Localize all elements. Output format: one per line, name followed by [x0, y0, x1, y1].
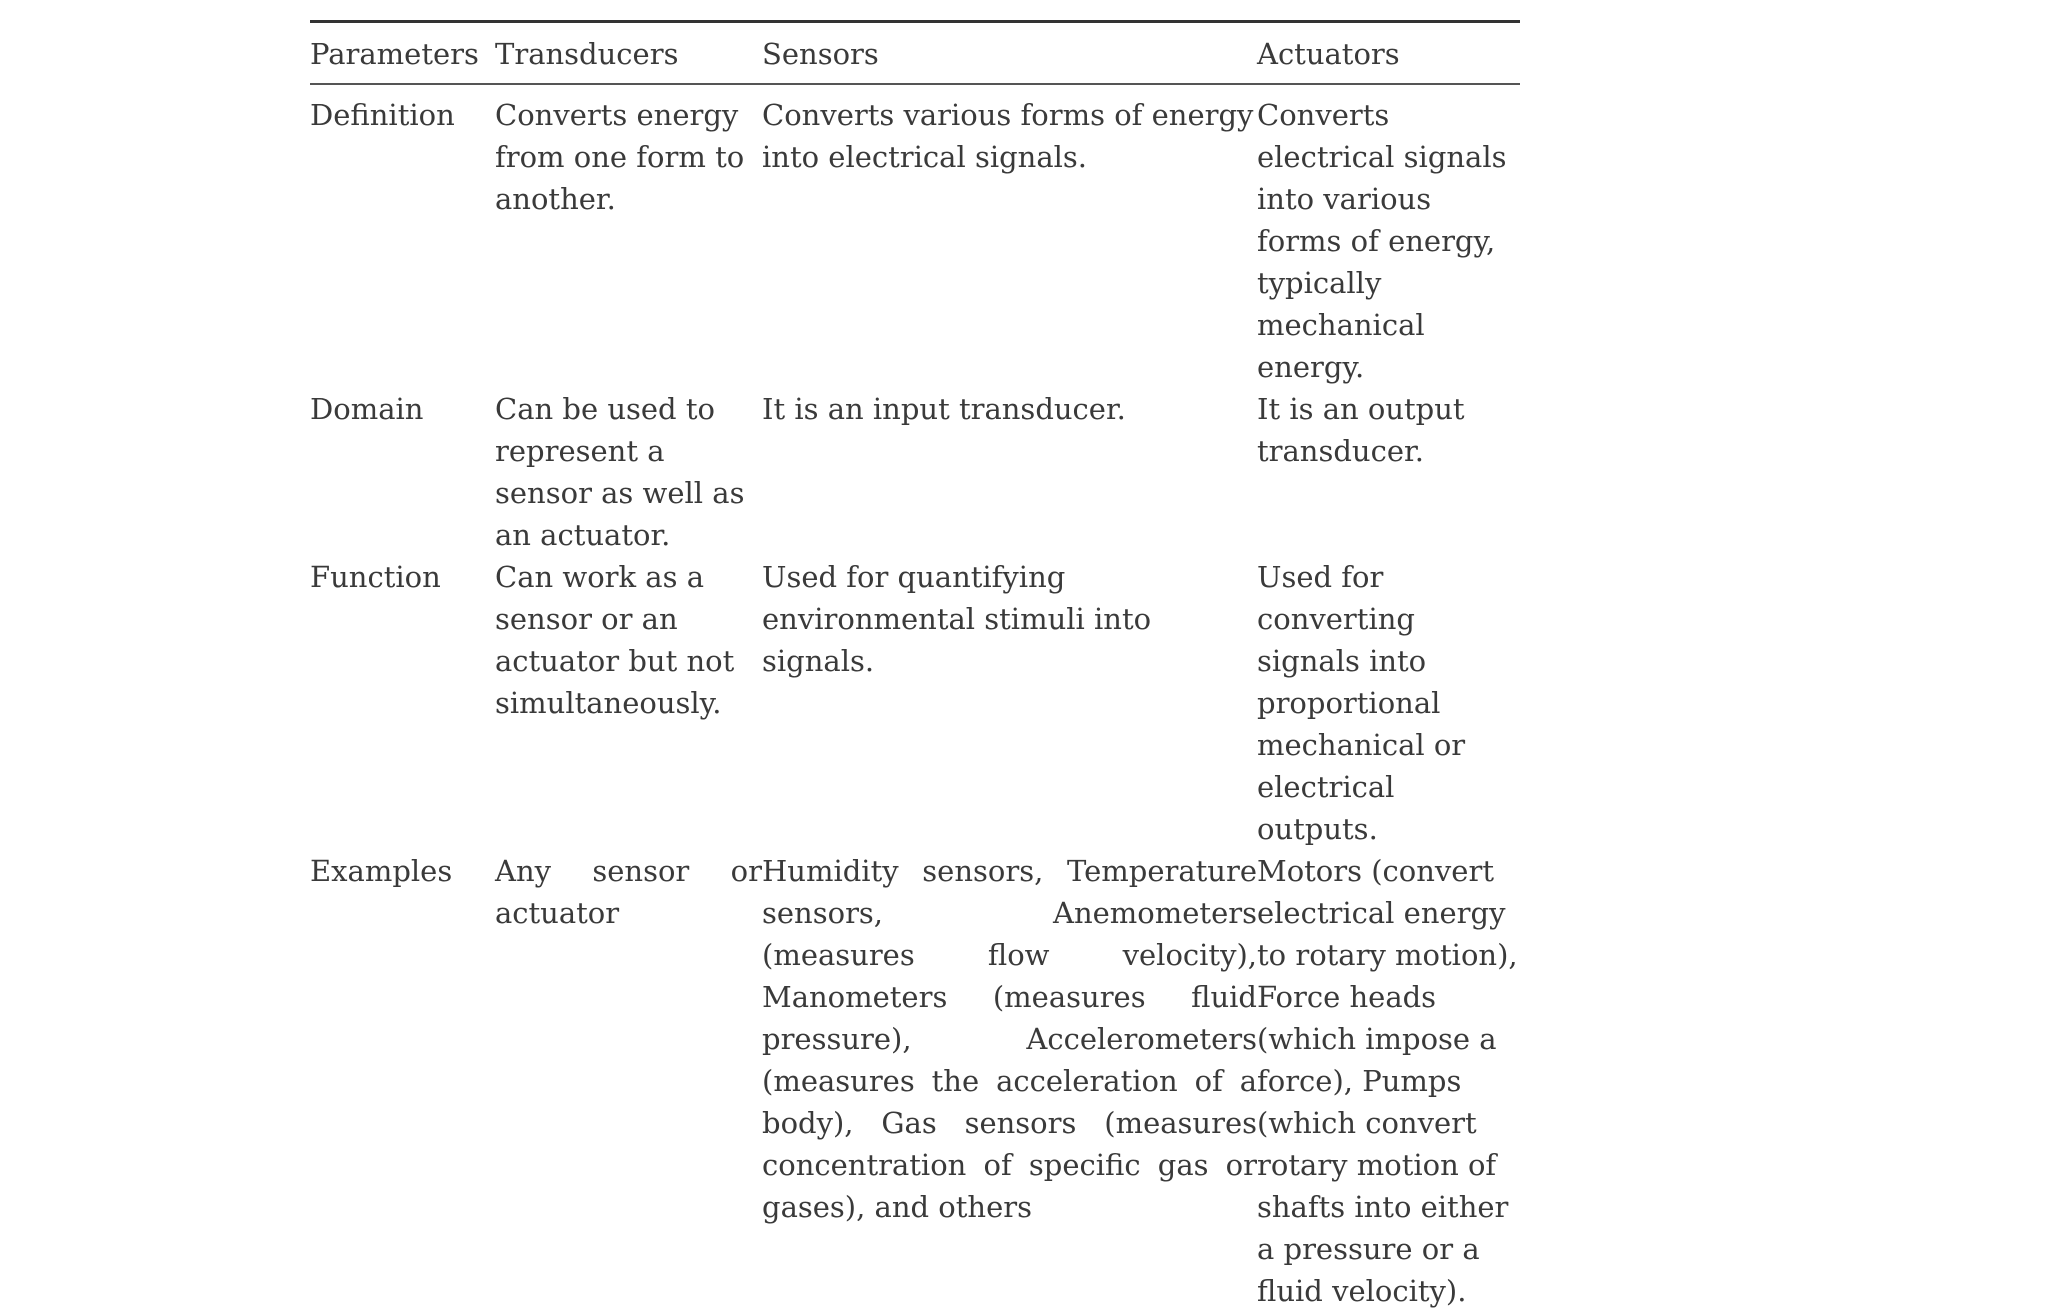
cell-actuators: Used for converting signals into proportional mechanical or electrical outputs. — [1257, 560, 1466, 846]
cell-parameter: Examples — [310, 854, 453, 888]
table-row-examples — [310, 850, 1520, 1312]
cell-parameter: Function — [310, 560, 441, 594]
header-transducers: Transducers — [495, 37, 679, 71]
cell-parameter: Definition — [310, 98, 455, 132]
header-actuators: Actuators — [1257, 37, 1400, 71]
cell-sensors: Used for quantifying environmental stimuli into signals. — [762, 560, 1152, 678]
cell-transducers: Can work as a sensor or an actuator but not simultaneously. — [495, 560, 735, 720]
table-row-function — [310, 556, 1520, 850]
table-row-definition — [310, 84, 1520, 388]
header-parameters: Parameters — [310, 37, 479, 71]
cell-actuators: Motors (convert electrical energy to rotary motion), Force heads (which impose a force), Pumps (which convert rotary motion of shafts into either a pressure or a fluid velocity). — [1257, 854, 1518, 1308]
cell-sensors: Humidity sensors, Temperature sensors, Anemometers (measures flow velocity), Manometers (measures fluid pressure), Accelerometers (measures the acceleration of a body), Gas sensors (measures concentration of specific gas or gases), and others — [762, 854, 1257, 1224]
cell-actuators: It is an output transducer. — [1257, 392, 1465, 468]
cell-transducers: Can be used to represent a sensor as well as an actuator. — [495, 392, 745, 552]
cell-parameter: Domain — [310, 392, 424, 426]
table-header-row — [310, 22, 1520, 85]
cell-actuators: Converts electrical signals into various forms of energy, typically mechanical energy. — [1257, 98, 1507, 384]
cell-transducers: Converts energy from one form to another. — [495, 98, 745, 216]
cell-transducers: Any sensor or actuator — [495, 854, 762, 930]
cell-sensors: Converts various forms of energy into electrical signals. — [762, 98, 1254, 174]
cell-sensors: It is an input transducer. — [762, 392, 1126, 426]
table-row-domain — [310, 388, 1520, 556]
comparison-table-container — [310, 20, 1520, 1312]
comparison-table — [310, 20, 1520, 1312]
header-sensors: Sensors — [762, 37, 879, 71]
